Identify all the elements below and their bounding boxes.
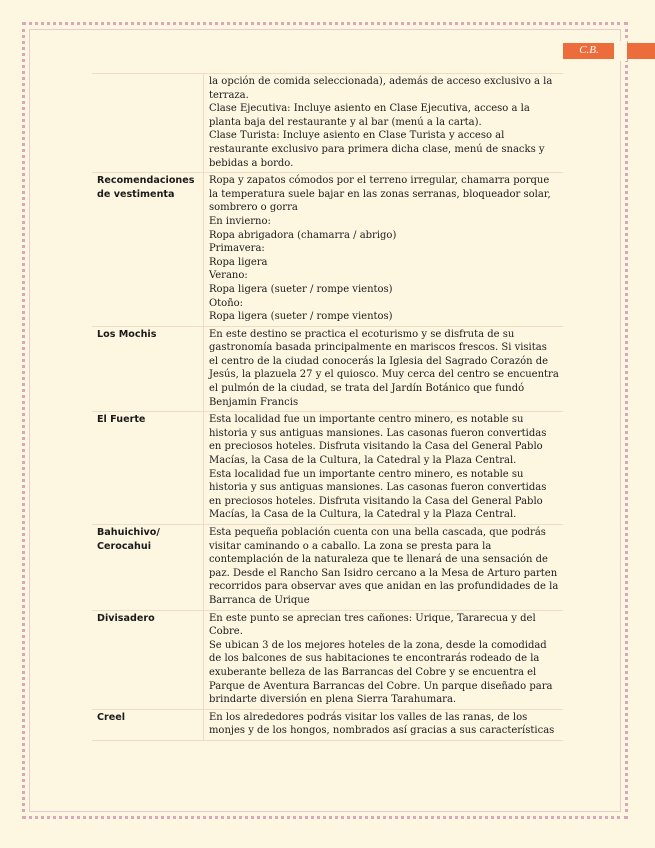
description-line: Otoño: xyxy=(208,297,244,309)
description-line: En invierno: xyxy=(208,215,271,227)
description-line: Clase Turista: Incluye asiento en Clase Turista y acceso al restaurante exclusivo para primera dicha clase, menú de snacks y bebidas a bordo. xyxy=(208,130,545,169)
info-table xyxy=(92,73,563,741)
table-row xyxy=(92,412,563,525)
description-line: Verano: xyxy=(208,270,248,282)
table-row xyxy=(92,610,563,709)
description-line: Esta pequeña población cuenta con una bella cascada, que podrás visitar caminando o a caballo. La zona se presta para la contemplación de la naturaleza que te llenará de una sensación de paz. Desde el Rancho San Isidro cercano a la Mesa de Arturo parten recorridos para observar aves que anidan en las profundidades de la Barranca de Urique xyxy=(208,527,559,606)
description-line: En este destino se practica el ecoturismo y se disfruta de su gastronomía basada principalmente en mariscos frescos. Si visitas el centro de la ciudad conocerás la Iglesia del Sagrado Corazón de Jesús, la plazuela 27 y el quiosco. Muy cerca del centro se encuentra el pulmón de la ciudad, se trata del Jardín Botánico que fundó Benjamin Francis xyxy=(208,328,559,408)
table-row xyxy=(92,525,563,611)
row-label xyxy=(92,74,203,173)
description-line: Primavera: xyxy=(208,243,265,255)
description-line: En los alrededores podrás visitar los valles de las ranas, de los monjes y de los hongos, nombrados así gracias a sus características xyxy=(208,711,555,737)
description-line: Ropa y zapatos cómodos por el terreno irregular, chamarra porque la temperatura suele bajar en las zonas serranas, bloqueador solar, sombrero o gorra xyxy=(208,175,551,214)
description-line: Ropa abrigadora (chamarra / abrigo) xyxy=(208,229,397,241)
row-description xyxy=(203,525,563,611)
table-row xyxy=(92,709,563,740)
row-label: Los Mochis xyxy=(92,326,203,412)
table-row xyxy=(92,326,563,412)
description-line: Ropa ligera (sueter / rompe vientos) xyxy=(208,283,393,295)
description-line: Ropa ligera (sueter / rompe vientos) xyxy=(208,311,393,323)
row-description xyxy=(203,709,563,740)
row-description xyxy=(203,412,563,525)
description-line: la opción de comida seleccionada), además de acceso exclusivo a la terraza. xyxy=(208,76,553,101)
header-accent-gap xyxy=(614,41,627,61)
info-table-body xyxy=(92,74,563,741)
description-line: En este punto se aprecian tres cañones: Urique, Tararecua y del Cobre. xyxy=(208,612,536,638)
row-label: Divisadero xyxy=(92,610,203,709)
row-label: Bahuichivo/ Cerocahui xyxy=(92,525,203,611)
description-line: Esta localidad fue un importante centro minero, es notable su historia y sus antiguas mansiones. Las casonas fueron convertidas en preciosos hoteles. Disfruta visitando la Casa del General Pablo Macías, la Casa de la Cultura, la Catedral y la Plaza Central. xyxy=(208,468,547,521)
row-description xyxy=(203,610,563,709)
description-line: Clase Ejecutiva: Incluye asiento en Clase Ejecutiva, acceso a la planta baja del restaurante y al bar (menú a la carta). xyxy=(208,103,530,128)
description-line: Se ubican 3 de los mejores hoteles de la zona, desde la comodidad de los balcones de sus habitaciones te encontrarás rodeado de la exuberante belleza de las Barrancas del Cobre y se encuentra el Parque de Aventura Barrancas del Cobre. Un parque diseñado para brindarte diversión en plena Sierra Tarahumara. xyxy=(208,639,553,706)
row-label: Creel xyxy=(92,709,203,740)
header-badge: C.B. xyxy=(579,44,599,56)
row-description xyxy=(203,173,563,327)
row-label: Recomendaciones de vestimenta xyxy=(92,173,203,327)
description-line: Esta localidad fue un importante centro minero, es notable su historia y sus antiguas mansiones. Las casonas fueron convertidas en preciosos hoteles. Disfruta visitando la Casa del General Pablo Macías, la Casa de la Cultura, la Catedral y la Plaza Central. xyxy=(208,414,547,467)
row-description xyxy=(203,326,563,412)
description-line: Ropa ligera xyxy=(208,256,268,268)
row-description xyxy=(203,74,563,173)
table-row xyxy=(92,74,563,173)
row-label: El Fuerte xyxy=(92,412,203,525)
table-row xyxy=(92,173,563,327)
